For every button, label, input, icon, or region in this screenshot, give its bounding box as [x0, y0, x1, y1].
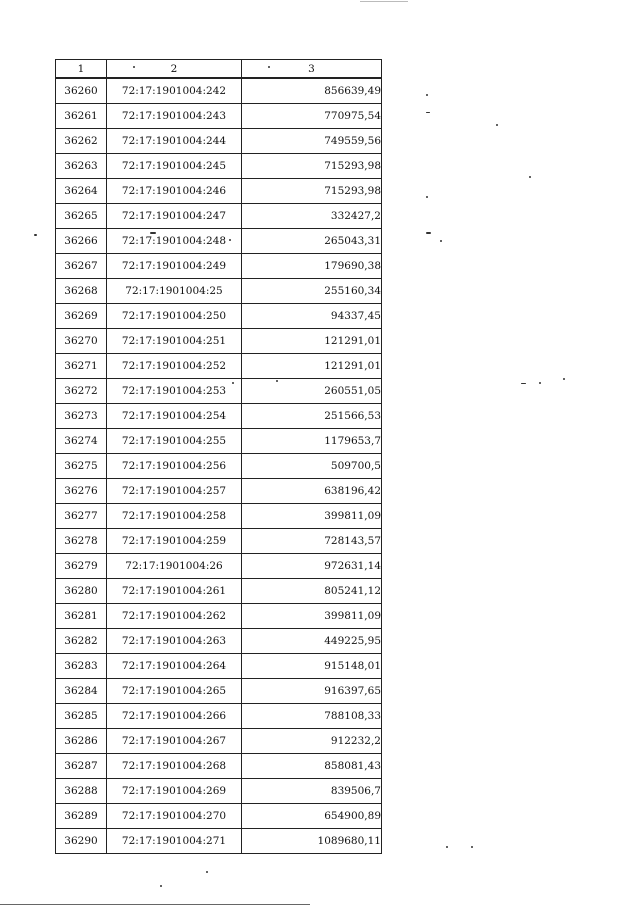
- table-row: [56, 154, 382, 179]
- table-row: [56, 279, 382, 304]
- cadastral-number-cell: 72:17:1901004:246: [107, 179, 242, 204]
- table-row: [56, 404, 382, 429]
- cadastral-value-cell: 972631,14: [242, 554, 382, 579]
- table-row: [56, 529, 382, 554]
- row-number-cell: 36281: [56, 604, 107, 629]
- row-number-cell: 36265: [56, 204, 107, 229]
- table-row: [56, 579, 382, 604]
- cadastral-value-cell: 654900,89: [242, 804, 382, 829]
- row-number-cell: 36285: [56, 704, 107, 729]
- cadastral-number-cell: 72:17:1901004:251: [107, 329, 242, 354]
- scan-speck: [496, 124, 498, 126]
- row-number-cell: 36261: [56, 104, 107, 129]
- row-number-cell: 36263: [56, 154, 107, 179]
- cadastral-number-cell: 72:17:1901004:248: [107, 229, 242, 254]
- cadastral-number-cell: 72:17:1901004:258: [107, 504, 242, 529]
- scan-speck: [133, 66, 135, 68]
- scan-speck: [426, 232, 431, 234]
- cadastral-number-cell: 72:17:1901004:269: [107, 779, 242, 804]
- table-row: [56, 329, 382, 354]
- scan-speck: [426, 112, 430, 113]
- row-number-cell: 36288: [56, 779, 107, 804]
- cadastral-value-cell: 638196,42: [242, 479, 382, 504]
- table-row: [56, 754, 382, 779]
- row-number-cell: 36279: [56, 554, 107, 579]
- cadastral-number-cell: 72:17:1901004:271: [107, 829, 242, 854]
- cadastral-number-cell: 72:17:1901004:247: [107, 204, 242, 229]
- table-row: [56, 354, 382, 379]
- scan-speck: [150, 232, 156, 234]
- cadastral-number-cell: 72:17:1901004:265: [107, 679, 242, 704]
- row-number-cell: 36290: [56, 829, 107, 854]
- scan-speck: [446, 846, 448, 848]
- scan-speck: [471, 846, 473, 848]
- cadastral-value-cell: 255160,34: [242, 279, 382, 304]
- cadastral-value-cell: 915148,01: [242, 654, 382, 679]
- cadastral-value-cell: 1089680,11: [242, 829, 382, 854]
- table-row: [56, 204, 382, 229]
- row-number-cell: 36276: [56, 479, 107, 504]
- cadastral-value-cell: 856639,49: [242, 78, 382, 104]
- cadastral-value-cell: 332427,2: [242, 204, 382, 229]
- cadastral-number-cell: 72:17:1901004:263: [107, 629, 242, 654]
- cadastral-number-cell: 72:17:1901004:242: [107, 78, 242, 104]
- cadastral-number-cell: 72:17:1901004:245: [107, 154, 242, 179]
- cadastral-number-cell: 72:17:1901004:255: [107, 429, 242, 454]
- table-row: [56, 679, 382, 704]
- cadastral-value-cell: 94337,45: [242, 304, 382, 329]
- table-row: [56, 229, 382, 254]
- row-number-cell: 36267: [56, 254, 107, 279]
- table-row: [56, 129, 382, 154]
- row-number-cell: 36272: [56, 379, 107, 404]
- row-number-cell: 36289: [56, 804, 107, 829]
- cadastral-value-table: [55, 59, 382, 854]
- row-number-cell: 36284: [56, 679, 107, 704]
- row-number-cell: 36277: [56, 504, 107, 529]
- cadastral-value-cell: 715293,98: [242, 179, 382, 204]
- table-row: [56, 804, 382, 829]
- cadastral-number-cell: 72:17:1901004:254: [107, 404, 242, 429]
- row-number-cell: 36278: [56, 529, 107, 554]
- row-number-cell: 36274: [56, 429, 107, 454]
- cadastral-number-cell: 72:17:1901004:270: [107, 804, 242, 829]
- cadastral-value-cell: 399811,09: [242, 604, 382, 629]
- cadastral-value-cell: 912232,2: [242, 729, 382, 754]
- row-number-cell: 36260: [56, 78, 107, 104]
- column-header: 1: [56, 60, 107, 79]
- table-row: [56, 454, 382, 479]
- cadastral-number-cell: 72:17:1901004:26: [107, 554, 242, 579]
- row-number-cell: 36275: [56, 454, 107, 479]
- scan-speck: [426, 196, 428, 198]
- scan-speck: [34, 234, 37, 236]
- cadastral-value-cell: 251566,53: [242, 404, 382, 429]
- table-row: [56, 604, 382, 629]
- cadastral-value-cell: 839506,7: [242, 779, 382, 804]
- cadastral-number-cell: 72:17:1901004:244: [107, 129, 242, 154]
- scan-speck: [529, 176, 531, 178]
- row-number-cell: 36270: [56, 329, 107, 354]
- table-row: [56, 379, 382, 404]
- cadastral-number-cell: 72:17:1901004:25: [107, 279, 242, 304]
- cadastral-number-cell: 72:17:1901004:259: [107, 529, 242, 554]
- cadastral-number-cell: 72:17:1901004:261: [107, 579, 242, 604]
- table-row: [56, 654, 382, 679]
- cadastral-value-cell: 749559,56: [242, 129, 382, 154]
- cadastral-number-cell: 72:17:1901004:252: [107, 354, 242, 379]
- cadastral-value-cell: 728143,57: [242, 529, 382, 554]
- cadastral-number-cell: 72:17:1901004:256: [107, 454, 242, 479]
- cadastral-number-cell: 72:17:1901004:250: [107, 304, 242, 329]
- cadastral-value-cell: 788108,33: [242, 704, 382, 729]
- row-number-cell: 36282: [56, 629, 107, 654]
- table-row: [56, 479, 382, 504]
- table-row: [56, 504, 382, 529]
- scan-speck: [521, 383, 526, 384]
- row-number-cell: 36262: [56, 129, 107, 154]
- table-row: [56, 779, 382, 804]
- scan-speck: [232, 382, 234, 384]
- table-row: [56, 104, 382, 129]
- table-row: [56, 704, 382, 729]
- cadastral-value-cell: 121291,01: [242, 354, 382, 379]
- scan-speck: [563, 378, 565, 380]
- scan-speck: [229, 239, 231, 241]
- cadastral-value-cell: 805241,12: [242, 579, 382, 604]
- cadastral-number-cell: 72:17:1901004:249: [107, 254, 242, 279]
- cadastral-number-cell: 72:17:1901004:257: [107, 479, 242, 504]
- table-row: [56, 254, 382, 279]
- cadastral-value-cell: 265043,31: [242, 229, 382, 254]
- table-row: [56, 78, 382, 104]
- table-row: [56, 729, 382, 754]
- cadastral-number-cell: 72:17:1901004:266: [107, 704, 242, 729]
- cadastral-value-cell: 916397,65: [242, 679, 382, 704]
- scan-speck: [160, 885, 162, 887]
- row-number-cell: 36268: [56, 279, 107, 304]
- cadastral-value-cell: 260551,05: [242, 379, 382, 404]
- table-header-row: [56, 60, 382, 79]
- cadastral-value-cell: 858081,43: [242, 754, 382, 779]
- scan-speck: [426, 94, 428, 96]
- row-number-cell: 36273: [56, 404, 107, 429]
- scan-artifact-line: [360, 1, 408, 2]
- cadastral-value-cell: 715293,98: [242, 154, 382, 179]
- cadastral-number-cell: 72:17:1901004:262: [107, 604, 242, 629]
- cadastral-number-cell: 72:17:1901004:243: [107, 104, 242, 129]
- cadastral-value-cell: 121291,01: [242, 329, 382, 354]
- scan-speck: [206, 871, 208, 873]
- table-row: [56, 629, 382, 654]
- row-number-cell: 36271: [56, 354, 107, 379]
- scan-speck: [539, 382, 541, 384]
- cadastral-value-cell: 399811,09: [242, 504, 382, 529]
- table-row: [56, 554, 382, 579]
- table-row: [56, 429, 382, 454]
- cadastral-number-cell: 72:17:1901004:268: [107, 754, 242, 779]
- scan-speck: [440, 240, 442, 242]
- row-number-cell: 36283: [56, 654, 107, 679]
- row-number-cell: 36286: [56, 729, 107, 754]
- cadastral-value-cell: 509700,5: [242, 454, 382, 479]
- row-number-cell: 36264: [56, 179, 107, 204]
- scan-speck: [276, 380, 278, 382]
- scan-speck: [268, 66, 270, 68]
- cadastral-number-cell: 72:17:1901004:253: [107, 379, 242, 404]
- cadastral-number-cell: 72:17:1901004:267: [107, 729, 242, 754]
- cadastral-value-cell: 1179653,7: [242, 429, 382, 454]
- cadastral-number-cell: 72:17:1901004:264: [107, 654, 242, 679]
- cadastral-value-cell: 449225,95: [242, 629, 382, 654]
- table-row: [56, 179, 382, 204]
- column-header: 3: [242, 60, 382, 79]
- row-number-cell: 36287: [56, 754, 107, 779]
- row-number-cell: 36280: [56, 579, 107, 604]
- row-number-cell: 36269: [56, 304, 107, 329]
- row-number-cell: 36266: [56, 229, 107, 254]
- table-row: [56, 829, 382, 854]
- cadastral-value-cell: 770975,54: [242, 104, 382, 129]
- column-header: 2: [107, 60, 242, 79]
- cadastral-value-cell: 179690,38: [242, 254, 382, 279]
- table-row: [56, 304, 382, 329]
